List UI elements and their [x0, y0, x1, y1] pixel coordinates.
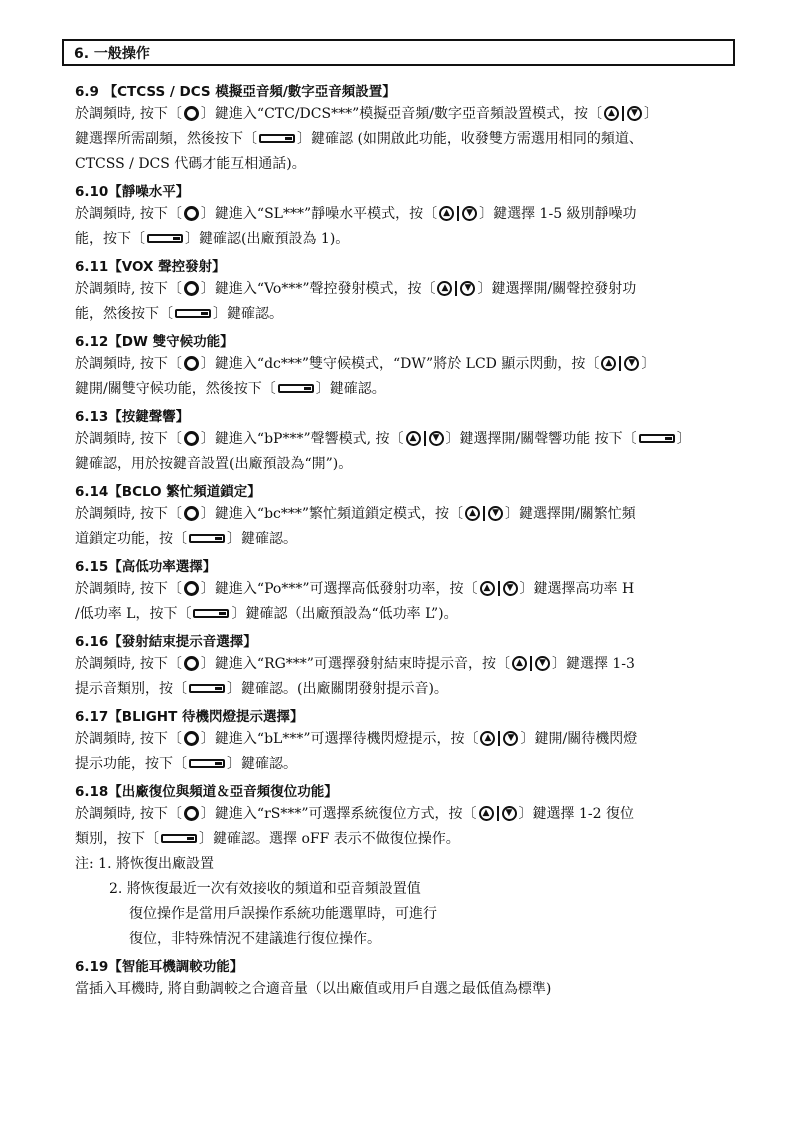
- set-key-icon: [184, 806, 199, 821]
- note-line: 2. 將恢復最近一次有效接收的頻道和亞音頻設置值: [109, 881, 421, 897]
- text-segment: 鍵開/關雙守候功能，然後按下〔: [75, 381, 276, 397]
- up-down-key-icon: [477, 806, 519, 822]
- body-line: 當插入耳機時, 將自動調較之合適音量（以出廠值或用戶自選之最低值為標準): [75, 981, 552, 997]
- text-segment: 〕鍵選擇開/關聲控發射功: [477, 281, 637, 297]
- confirm-key-icon: [189, 534, 225, 543]
- text-segment: 〕鍵確認。選擇 oFF 表示不做復位操作。: [199, 831, 460, 847]
- text-segment: 〕鍵選擇開/關繁忙頻: [505, 506, 636, 522]
- text-segment: 〕鍵選擇開/關聲響功能 按下〔: [445, 431, 637, 447]
- up-down-key-icon: [478, 731, 520, 747]
- confirm-key-icon: [639, 434, 675, 443]
- content-area: [75, 82, 741, 1002]
- text-segment: 於調頻時, 按下〔: [75, 581, 182, 597]
- up-key-icon: ▲: [439, 206, 454, 221]
- body-line: [75, 752, 741, 777]
- up-down-key-icon: [478, 581, 520, 597]
- down-key-icon: ▼: [462, 206, 477, 221]
- section-heading: 6.14【BCLO 繁忙頻道鎖定】: [75, 484, 261, 500]
- text-segment: 〕鍵選擇 1-3: [551, 656, 635, 672]
- up-key-icon: ▲: [480, 731, 495, 746]
- icon-divider: [619, 356, 621, 371]
- section-heading: 6.15【高低功率選擇】: [75, 559, 217, 575]
- body-line: [75, 152, 741, 177]
- text-segment: 於調頻時, 按下〔: [75, 431, 182, 447]
- text-segment: 於調頻時, 按下〔: [75, 281, 182, 297]
- up-down-key-icon: [602, 106, 644, 122]
- icon-divider: [457, 206, 459, 221]
- down-key-icon: ▼: [624, 356, 639, 371]
- text-segment: 〕鍵進入“bc***”繁忙頻道鎖定模式，按〔: [200, 506, 464, 522]
- up-key-icon: ▲: [512, 656, 527, 671]
- down-key-icon: ▼: [503, 731, 518, 746]
- text-segment: 〕鍵確認 (如開啟此功能，收發雙方需選用相同的頻道、: [297, 131, 643, 147]
- confirm-key-icon: [189, 684, 225, 693]
- text-segment: CTCSS / DCS 代碼才能互相通話)。: [75, 156, 306, 172]
- manual-section: [75, 482, 741, 552]
- up-key-icon: ▲: [601, 356, 616, 371]
- down-key-icon: ▼: [627, 106, 642, 121]
- text-segment: 〕鍵確認。: [213, 306, 283, 322]
- body-line: [75, 102, 741, 127]
- confirm-key-icon: [189, 759, 225, 768]
- section-heading: 6.19【智能耳機調較功能】: [75, 959, 244, 975]
- text-segment: 〕鍵進入“bP***”聲響模式, 按〔: [200, 431, 404, 447]
- icon-divider: [483, 506, 485, 521]
- text-segment: 於調頻時, 按下〔: [75, 106, 182, 122]
- text-segment: 類別，按下〔: [75, 831, 159, 847]
- confirm-key-icon: [147, 234, 183, 243]
- up-key-icon: ▲: [604, 106, 619, 121]
- notes-block: [75, 852, 741, 952]
- section-heading: 6.9 【CTCSS / DCS 模擬亞音頻/數字亞音頻設置】: [75, 84, 396, 100]
- body-line: [75, 127, 741, 152]
- text-segment: 於調頻時, 按下〔: [75, 356, 182, 372]
- note-line: 復位操作是當用戶誤操作系統功能選單時，可進行: [129, 906, 437, 922]
- note-line: 注: 1. 將恢復出廠設置: [75, 856, 214, 872]
- text-segment: 〕鍵確認。(出廠關閉發射提示音)。: [227, 681, 448, 697]
- body-line: [75, 577, 741, 602]
- down-key-icon: ▼: [503, 581, 518, 596]
- body-line: [75, 202, 741, 227]
- icon-divider: [498, 581, 500, 596]
- set-key-icon: [184, 356, 199, 371]
- set-key-icon: [184, 206, 199, 221]
- body-line: [75, 677, 741, 702]
- text-segment: 鍵選擇所需副頻，然後按下〔: [75, 131, 257, 147]
- body-line: [75, 652, 741, 677]
- text-segment: 〕鍵進入“RG***”可選擇發射結束時提示音，按〔: [200, 656, 510, 672]
- text-segment: 〕鍵確認。: [315, 381, 386, 397]
- text-segment: 於調頻時, 按下〔: [75, 806, 182, 822]
- text-segment: 〕鍵確認。: [227, 756, 297, 772]
- section-heading: 6.18【出廠復位與頻道＆亞音頻復位功能】: [75, 784, 338, 800]
- body-line: [75, 802, 741, 827]
- text-segment: /低功率 L，按下〔: [75, 606, 192, 622]
- text-segment: 〕: [643, 106, 658, 122]
- down-key-icon: ▼: [429, 431, 444, 446]
- manual-section: [75, 782, 741, 852]
- up-down-key-icon: [435, 281, 477, 297]
- text-segment: 於調頻時, 按下〔: [75, 731, 182, 747]
- manual-section: [75, 332, 741, 402]
- text-segment: 能，按下〔: [75, 231, 145, 247]
- text-segment: 〕鍵選擇高功率 H: [519, 581, 635, 597]
- confirm-key-icon: [193, 609, 229, 618]
- text-segment: 提示音類別，按〔: [75, 681, 187, 697]
- manual-section: [75, 257, 741, 327]
- up-key-icon: ▲: [406, 431, 421, 446]
- body-line: [75, 302, 741, 327]
- down-key-icon: ▼: [502, 806, 517, 821]
- set-key-icon: [184, 506, 199, 521]
- body-line: [75, 527, 741, 552]
- manual-section: [75, 557, 741, 627]
- down-key-icon: ▼: [460, 281, 475, 296]
- body-line: [75, 502, 741, 527]
- icon-divider: [622, 106, 624, 121]
- up-down-key-icon: [437, 206, 479, 222]
- section-heading: 6.10【靜噪水平】: [75, 184, 190, 200]
- text-segment: 於調頻時, 按下〔: [75, 206, 182, 222]
- section-heading: 6.16【發射結束提示音選擇】: [75, 634, 257, 650]
- confirm-key-icon: [175, 309, 211, 318]
- chapter-title: 6. 一般操作: [74, 45, 150, 62]
- text-segment: 能，然後按下〔: [75, 306, 173, 322]
- confirm-key-icon: [161, 834, 197, 843]
- icon-divider: [424, 431, 426, 446]
- text-segment: 提示功能，按下〔: [75, 756, 187, 772]
- icon-divider: [530, 656, 532, 671]
- manual-section: [75, 407, 741, 477]
- text-segment: 〕鍵進入“bL***”可選擇待機閃燈提示，按〔: [200, 731, 479, 747]
- manual-section: [75, 707, 741, 777]
- up-down-key-icon: [463, 506, 505, 522]
- text-segment: 〕: [641, 356, 656, 372]
- section-heading: 6.13【按鍵聲響】: [75, 409, 190, 425]
- chapter-header: [62, 39, 735, 66]
- text-segment: 於調頻時, 按下〔: [75, 506, 182, 522]
- text-segment: 道鎖定功能，按〔: [75, 531, 187, 547]
- text-segment: 〕鍵選擇 1-2 復位: [518, 806, 634, 822]
- up-key-icon: ▲: [437, 281, 452, 296]
- text-segment: 〕鍵進入“Vo***”聲控發射模式，按〔: [200, 281, 436, 297]
- text-segment: 〕鍵進入“SL***”靜噪水平模式，按〔: [200, 206, 438, 222]
- confirm-key-icon: [278, 384, 314, 393]
- down-key-icon: ▼: [488, 506, 503, 521]
- text-segment: 〕鍵確認(出廠預設為 1)。: [185, 231, 350, 247]
- body-line: [75, 352, 741, 377]
- text-segment: 〕鍵進入“CTC/DCS***”模擬亞音頻/數字亞音頻設置模式，按〔: [200, 106, 602, 122]
- up-down-key-icon: [404, 431, 446, 447]
- icon-divider: [497, 806, 499, 821]
- body-line: [75, 427, 741, 452]
- down-key-icon: ▼: [535, 656, 550, 671]
- text-segment: 〕鍵選擇 1-5 級別靜噪功: [479, 206, 637, 222]
- manual-section: [75, 632, 741, 702]
- section-heading: 6.12【DW 雙守候功能】: [75, 334, 234, 350]
- set-key-icon: [184, 106, 199, 121]
- set-key-icon: [184, 656, 199, 671]
- body-line: [75, 277, 741, 302]
- body-line: [75, 727, 741, 752]
- icon-divider: [498, 731, 500, 746]
- text-segment: 〕: [676, 431, 691, 447]
- text-segment: 〕鍵確認。: [227, 531, 297, 547]
- text-segment: 〕鍵確認（出廠預設為“低功率 L”)。: [231, 606, 458, 622]
- set-key-icon: [184, 581, 199, 596]
- body-line: [75, 452, 741, 477]
- text-segment: 〕鍵進入“Po***”可選擇高低發射功率，按〔: [200, 581, 478, 597]
- up-key-icon: ▲: [465, 506, 480, 521]
- section-heading: 6.17【BLIGHT 待機閃燈提示選擇】: [75, 709, 304, 725]
- up-key-icon: ▲: [480, 581, 495, 596]
- up-down-key-icon: [510, 656, 552, 672]
- set-key-icon: [184, 431, 199, 446]
- body-line: [75, 227, 741, 252]
- confirm-key-icon: [259, 134, 295, 143]
- body-line: [75, 827, 741, 852]
- text-segment: 〕鍵進入“dc***”雙守候模式，“DW”將於 LCD 顯示閃動，按〔: [200, 356, 600, 372]
- text-segment: 〕鍵開/關待機閃燈: [520, 731, 638, 747]
- body-line: [75, 602, 741, 627]
- set-key-icon: [184, 731, 199, 746]
- manual-section: [75, 957, 741, 1002]
- up-down-key-icon: [599, 356, 641, 372]
- up-key-icon: ▲: [479, 806, 494, 821]
- note-line: 復位，非特殊情況不建議進行復位操作。: [129, 931, 381, 947]
- section-heading: 6.11【VOX 聲控發射】: [75, 259, 226, 275]
- body-line: [75, 377, 741, 402]
- text-segment: 於調頻時, 按下〔: [75, 656, 182, 672]
- icon-divider: [455, 281, 457, 296]
- text-segment: 〕鍵進入“rS***”可選擇系統復位方式，按〔: [200, 806, 477, 822]
- text-segment: 鍵確認，用於按鍵音設置(出廠預設為“開”)。: [75, 456, 353, 472]
- manual-section: [75, 82, 741, 177]
- set-key-icon: [184, 281, 199, 296]
- manual-section: [75, 182, 741, 252]
